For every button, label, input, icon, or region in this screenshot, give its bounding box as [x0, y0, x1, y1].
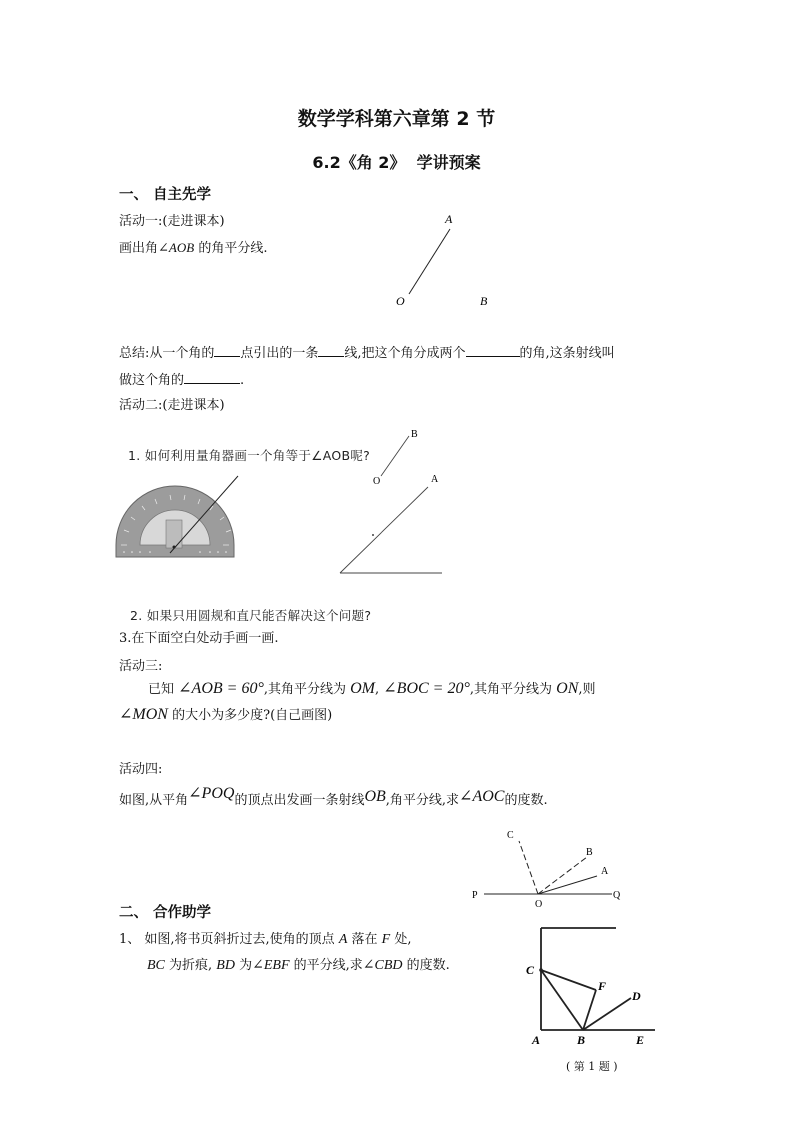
a4-text-a: 如图,从平角 — [119, 793, 189, 808]
fig4-label-b: B — [586, 847, 593, 858]
q1-point-a: A — [338, 932, 348, 947]
fig4-label-q: Q — [613, 890, 621, 901]
q1-bc: BC — [147, 958, 165, 973]
a4-ob: OB — [364, 788, 386, 805]
page-title: 数学学科第六章第 2 节 — [297, 108, 496, 130]
a4-text-d: 的度数. — [504, 793, 548, 808]
summary-text-5: 做这个角的 — [119, 373, 185, 388]
summary-text-2: 点引出的一条 — [240, 346, 319, 361]
fig2-label-b: B — [411, 429, 418, 440]
fig1-label-b: B — [480, 294, 488, 308]
section2-question1-line2 — [147, 954, 450, 974]
activity4-problem — [119, 785, 548, 809]
a3-text-a: 已知 — [148, 682, 179, 697]
q1-point-f: F — [381, 932, 391, 947]
q1-text-f: 的平分线,求 — [289, 958, 363, 973]
blank-vertex[interactable] — [214, 344, 240, 357]
q1-angle-ebf: ∠EBF — [252, 958, 290, 973]
q1-angle-cbd: ∠CBD — [362, 958, 403, 973]
fig2-label-o: O — [373, 476, 381, 487]
instruction-post: 的角平分线. — [194, 241, 268, 256]
figure-angle-aob — [396, 212, 488, 308]
a4-text-b: 的顶点出发画一条射线 — [234, 793, 365, 808]
a3-om: OM — [350, 680, 375, 697]
a3-on: ON — [556, 680, 579, 697]
angle-aob: ∠AOB — [158, 240, 195, 255]
a3-text-d: ,其角平分线为 — [469, 682, 557, 697]
a3-text-f: 的大小为多少度?(自己画图) — [167, 708, 333, 723]
fig4-label-o: O — [535, 899, 543, 910]
figure-folded-page — [526, 928, 655, 1047]
fig2-label-a: A — [431, 474, 439, 485]
a3-angle-aob: ∠AOB = 60° — [178, 680, 264, 697]
a4-angle-poq: ∠POQ — [188, 785, 235, 802]
q1-num: 1、 — [119, 932, 141, 947]
figure-caption: ( 第 1 题 ) — [566, 1060, 618, 1073]
fig5-label-a: A — [532, 1033, 541, 1047]
section-heading-self-study: 一、 自主先学 — [119, 187, 212, 203]
a4-text-c: ,角平分线,求 — [385, 793, 460, 808]
summary-text-6: . — [240, 373, 245, 388]
a3-text-e: ,则 — [578, 682, 596, 697]
protractor-image — [116, 476, 238, 557]
q1-text-a: 如图,将书页斜折过去,使角的顶点 — [140, 932, 339, 947]
activity3-problem-line1 — [148, 678, 596, 698]
activity2-question2: 2. 如果只用圆规和直尺能否解决这个问题? — [130, 608, 372, 623]
activity3-problem-line2 — [119, 704, 332, 724]
fig1-label-o: O — [396, 294, 405, 308]
summary-text-4: 的角,这条射线叫 — [519, 346, 615, 361]
activity3-label: 活动三: — [119, 659, 163, 674]
a4-angle-aoc: ∠AOC — [459, 788, 505, 805]
fig4-label-a: A — [601, 866, 609, 877]
section-heading-cooperative: 二、 合作助学 — [119, 905, 212, 921]
q1-text-e: 为 — [234, 958, 253, 973]
figure-straight-angle-poq — [472, 830, 621, 910]
blank-bisector[interactable] — [184, 371, 240, 384]
a3-text-b: ,其角平分线为 — [263, 682, 351, 697]
summary-text-3: 线,把这个角分成两个 — [344, 346, 466, 361]
q1-bd: BD — [216, 958, 235, 973]
fig5-label-e: E — [636, 1033, 645, 1047]
summary-text-1: 总结:从一个角的 — [119, 346, 215, 361]
q1-text-d: 为折痕, — [164, 958, 217, 973]
fig1-label-a: A — [445, 212, 453, 226]
fig4-label-c: C — [507, 830, 514, 841]
q1-text-c: 处, — [390, 932, 412, 947]
activity4-label: 活动四: — [119, 762, 163, 777]
activity2-question3: 3.在下面空白处动手画一画. — [119, 631, 279, 646]
fig5-label-c: C — [526, 963, 535, 977]
blank-equal[interactable] — [466, 344, 520, 357]
section2-question1-line1 — [119, 928, 411, 948]
fig4-label-p: P — [472, 890, 478, 901]
fig5-label-d: D — [632, 989, 641, 1003]
page-subtitle: 6.2《角 2》 学讲预案 — [312, 153, 481, 172]
activity1-summary-line2 — [119, 369, 244, 388]
instruction-pre: 画出角 — [119, 241, 159, 256]
a3-angle-mon: ∠MON — [119, 706, 168, 723]
a3-angle-boc: ∠BOC = 20° — [383, 680, 470, 697]
fig5-label-b: B — [577, 1033, 586, 1047]
q1-text-b: 落在 — [347, 932, 382, 947]
blank-ray[interactable] — [318, 344, 344, 357]
activity2-question1: 1. 如何利用量角器画一个角等于∠AOB呢? — [128, 448, 371, 463]
a3-text-c: , — [375, 682, 384, 697]
fig5-label-f: F — [598, 979, 607, 993]
activity2-label: 活动二:(走进课本) — [119, 398, 225, 413]
activity1-summary-line1 — [119, 342, 615, 361]
activity1-label: 活动一:(走进课本) — [119, 214, 225, 229]
q1-text-g: 的度数. — [402, 958, 450, 973]
